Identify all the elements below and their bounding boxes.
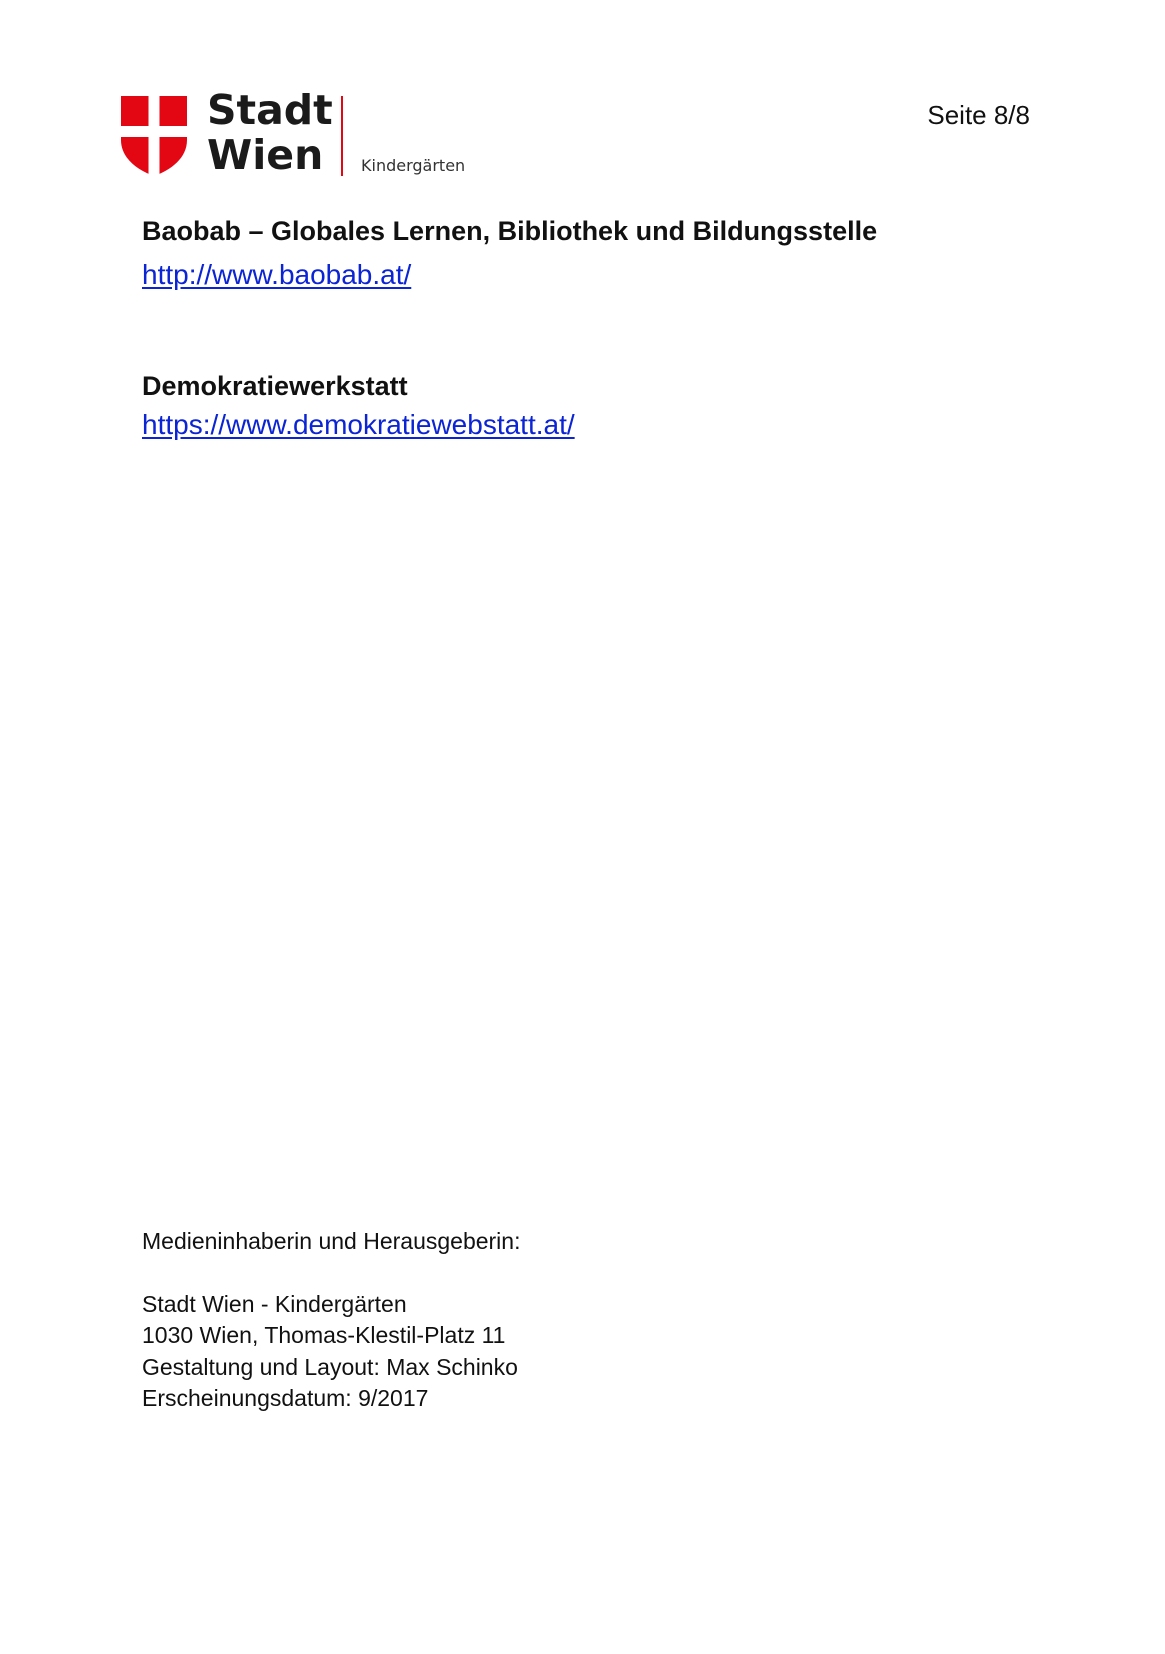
imprint-line: Stadt Wien - Kindergärten: [142, 1290, 407, 1317]
resource-link[interactable]: http://www.baobab.at/: [142, 259, 412, 290]
logo-line-wien: Wien: [207, 131, 324, 179]
imprint-line: 1030 Wien, Thomas-Klestil-Platz 11: [142, 1322, 506, 1348]
logo-divider: [341, 96, 343, 176]
vienna-shield-icon: [121, 96, 187, 176]
logo-wordmark: [207, 88, 333, 178]
resource-entry-demokratiewerkstatt: [142, 369, 575, 442]
logo-division-label: Kindergärten: [361, 156, 466, 175]
resource-entry-baobab: [142, 214, 877, 292]
imprint-line: Erscheinungsdatum: 9/2017: [142, 1385, 429, 1411]
logo-line-stadt: Stadt: [207, 86, 333, 134]
resource-link[interactable]: https://www.demokratiewebstatt.at/: [142, 409, 575, 440]
imprint-heading: Medieninhaberin und Herausgeberin:: [142, 1228, 521, 1254]
resource-title: Baobab – Globales Lernen, Bibliothek und Bildungsstelle: [142, 216, 878, 246]
imprint-block: [142, 1226, 520, 1415]
stadt-wien-logo: [121, 86, 481, 186]
resource-title: Demokratiewerkstatt: [142, 371, 408, 401]
page-number: Seite 8/8: [927, 100, 1030, 130]
imprint-line: Gestaltung und Layout: Max Schinko: [142, 1353, 518, 1380]
